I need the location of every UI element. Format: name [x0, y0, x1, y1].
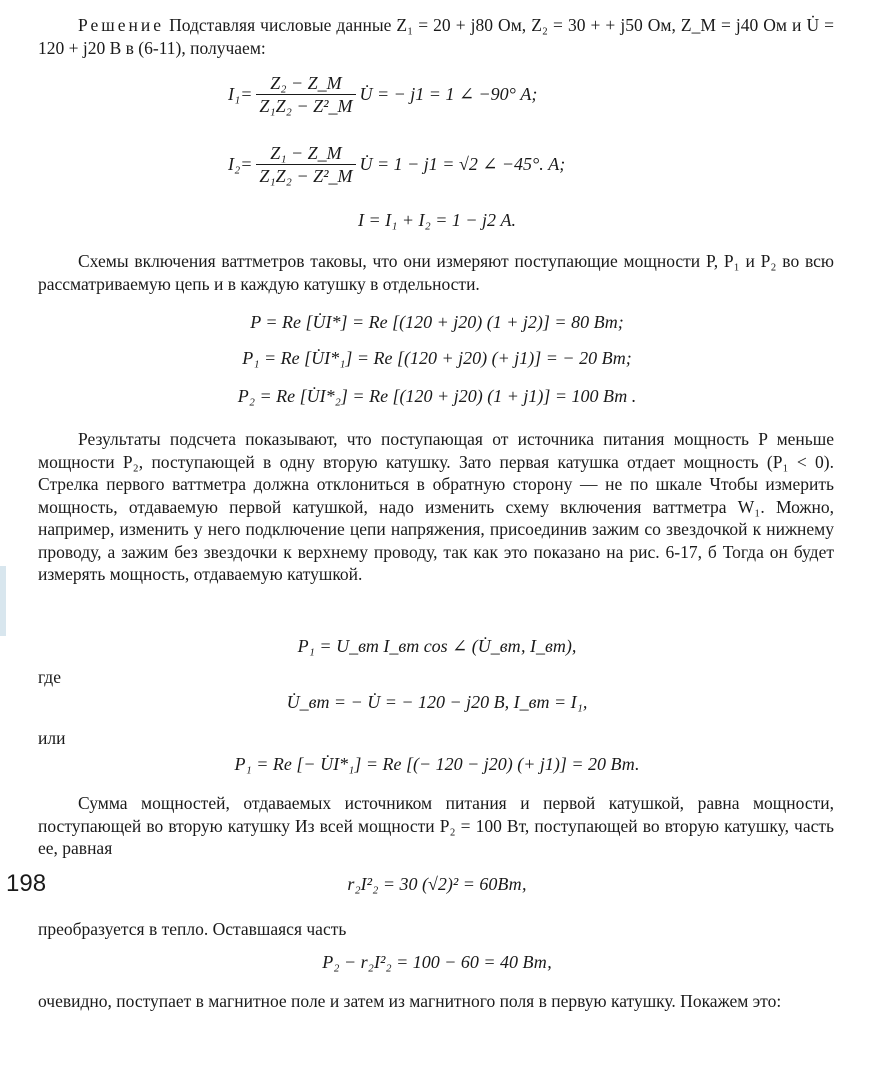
label-or: или: [38, 728, 66, 748]
equation-p: P = Re [U̇I*] = Re [(120 + j20) (1 + j2)] = 80 Вт;: [250, 312, 624, 332]
equation-i1: [0, 72, 874, 130]
eq-i2-denominator: Z₁Z₂ − Z²_M: [259, 166, 353, 186]
equation-p2: P₂ = Re [U̇I*₂] = Re [(120 + j20) (1 + j1)] = 100 Вт .: [237, 386, 637, 406]
eq-i2-fraction: [256, 142, 355, 187]
paragraph-heat: преобразуется в тепло. Оставшаяся часть: [38, 919, 347, 939]
label-where: где: [38, 667, 61, 687]
equation-heat: r₂I²₂ = 30 (√2)² = 60Вт,: [347, 874, 527, 894]
page-number: 198: [6, 870, 47, 897]
eq-i1-denominator: Z₁Z₂ − Z²_M: [259, 96, 353, 116]
paragraph-wattmeters: Схемы включения ваттметров таковы, что они измеряют поступающие мощности P, P₁ и P₂ во всю рассматриваемую цепь и в каждую катушку в отдельности.: [38, 251, 834, 294]
paragraph-final: очевидно, поступает в магнитное поле и затем из магнитного поля в первую катушку. Покажем это:: [38, 991, 782, 1011]
equation-i-total: I = I₁ + I₂ = 1 − j2 А.: [357, 210, 517, 230]
eq-i1-lhs: I₁=: [228, 84, 253, 104]
equation-u-vt: U̇_вт = − U̇ = − 120 − j20 В, I_вт = I₁,: [286, 692, 588, 712]
eq-i2-rhs: U̇ = 1 − j1 = √2 ∠ −45°. А;: [359, 154, 566, 174]
eq-i2-lhs: I₂=: [228, 154, 253, 174]
equation-p1: P₁ = Re [U̇I*₁] = Re [(120 + j20) (+ j1)] = − 20 Вт;: [242, 348, 632, 368]
eq-i1-numerator: Z₂ − Z_M: [256, 72, 355, 95]
intro-lead-word: Решение: [78, 15, 165, 35]
intro-text: Подставляя числовые данные Z₁ = 20 + j80 Ом, Z₂ = 30 + + j50 Ом, Z_M = j40 Ом и U̇ = 120 + j20 В в (6-11), получаем:: [38, 15, 835, 58]
equation-p1-re: P₁ = Re [− U̇I*₁] = Re [(− 120 − j20) (+ j1)] = 20 Вт.: [234, 754, 640, 774]
intro-paragraph: [38, 14, 834, 59]
equation-rest: P₂ − r₂I²₂ = 100 − 60 = 40 Вт,: [322, 952, 552, 972]
paragraph-results: Результаты подсчета показывают, что поступающая от источника питания мощность P меньше мощности P₂, поступающей в одну вторую катушку. Зато первая катушка отдает мощность (P₁ < 0). Стрелка первого ваттметра должна отклониться в обратную сторону — не по шкале Чтобы измерить мощность, отдаваемую первой катушкой, надо изменить схему включения ваттметра W₁. Можно, например, изменить у него подключение цепи напряжения, присоединив зажим со звездочкой к нижнему проводу, а зажим без звездочки к верхнему проводу, так как это показано на рис. 6-17, б Тогда он будет измерять мощность, отдаваемую катушкой.: [38, 429, 834, 584]
eq-i2-numerator: Z₁ − Z_M: [256, 142, 355, 165]
eq-i1-fraction: [256, 72, 355, 117]
scan-edge-mark: [0, 566, 6, 636]
paragraph-sum: Сумма мощностей, отдаваемых источником питания и первой катушкой, равна мощности, поступающей во вторую катушку Из всей мощности P₂ = 100 Вт, поступающей во вторую катушку, часть ее, равная: [38, 793, 834, 858]
equation-p1-cos: P₁ = U_вт I_вт cos ∠ (U̇_вт, I_вт),: [297, 636, 577, 656]
equation-i2: [0, 142, 874, 200]
eq-i1-rhs: U̇ = − j1 = 1 ∠ −90° А;: [359, 84, 538, 104]
